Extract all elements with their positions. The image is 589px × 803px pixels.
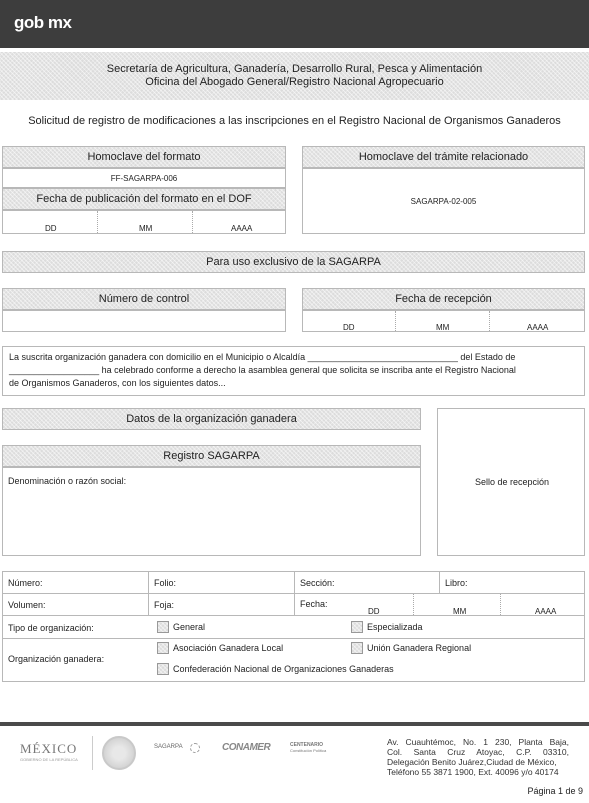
fecha-recepcion-header: Fecha de recepción [302, 288, 585, 310]
sagarpa-logo: SAGARPA [154, 744, 183, 750]
homoclave-formato-value: FF-SAGARPA-006 [2, 168, 286, 188]
intro-paragraph [2, 346, 585, 396]
aaaa-label: AAAA [231, 224, 253, 233]
dd-label: DD [343, 323, 355, 332]
address-line-1: Av. Cuauhtémoc, No. 1 230, Planta Baja, [387, 737, 569, 747]
top-bar [0, 0, 589, 48]
regional-checkbox[interactable] [351, 642, 363, 654]
numero-control-header: Número de control [2, 288, 286, 310]
aaaa-label: AAAA [535, 607, 557, 616]
conamer-logo: CONAMER [222, 742, 271, 753]
mexico-seal-icon [102, 736, 136, 770]
homoclave-formato-header: Homoclave del formato [2, 146, 286, 168]
registro-sagarpa-header: Registro SAGARPA [2, 445, 421, 467]
agency-line-2: Oficina del Abogado General/Registro Nacional Agropecuario [145, 76, 444, 88]
especializada-checkbox[interactable] [351, 621, 363, 633]
fecha-label: Fecha: [300, 599, 328, 609]
denominacion-field[interactable] [2, 467, 421, 556]
form-title: Solicitud de registro de modificaciones a las inscripciones en el Registro Nacional de Organismos Ganaderos [28, 115, 561, 127]
especializada-label: Especializada [367, 622, 423, 632]
confederacion-label: Confederación Nacional de Organizaciones Ganaderas [173, 664, 394, 674]
mm-label: MM [453, 607, 467, 616]
intro-line-2: __________________ ha celebrado conforme a derecho la asamblea general que solicita se inscriba ante el Registro Nacional [9, 365, 516, 375]
folio-label: Folio: [154, 578, 177, 588]
sello-label: Sello de recepción [474, 477, 550, 487]
agency-header [0, 52, 589, 100]
fecha-publicacion-header: Fecha de publicación del formato en el DOF [2, 188, 286, 210]
homoclave-tramite-value: SAGARPA-02-005 [302, 168, 585, 234]
local-checkbox[interactable] [157, 642, 169, 654]
dd-label: DD [368, 607, 380, 616]
footer [0, 726, 589, 783]
foja-label: Foja: [154, 600, 175, 610]
homoclave-tramite-header: Homoclave del trámite relacionado [302, 146, 585, 168]
registry-table [2, 571, 585, 682]
dd-label: DD [45, 224, 57, 233]
gobmx-logo: gob mx [14, 13, 72, 32]
regional-label: Unión Ganadera Regional [367, 643, 472, 653]
numero-label: Número: [8, 578, 43, 588]
numero-control-input[interactable] [2, 310, 286, 332]
org-ganadera-label: Organización ganadera: [8, 654, 105, 664]
address-line-3: Delegación Benito Juárez,Ciudad de México, [387, 757, 557, 767]
datos-org-header: Datos de la organización ganadera [2, 408, 421, 430]
sello-recepcion-box [437, 408, 585, 556]
aaaa-label: AAAA [527, 323, 549, 332]
agency-line-1: Secretaría de Agricultura, Ganadería, Desarrollo Rural, Pesca y Alimentación [106, 63, 483, 75]
fecha-recepcion-field[interactable] [302, 310, 585, 332]
footer-vertical-divider [92, 736, 93, 770]
centenario-logo: CENTENARIO Constitución Política [290, 742, 327, 753]
mm-label: MM [139, 224, 153, 233]
mexico-logo: MÉXICO GOBIERNO DE LA REPÚBLICA [20, 741, 78, 762]
seccion-label: Sección: [300, 578, 335, 588]
volumen-label: Volumen: [8, 600, 46, 610]
denominacion-label: Denominación o razón social: [8, 476, 127, 486]
sagarpa-emblem-icon [190, 743, 200, 753]
address-line-2: Col. Santa Cruz Atoyac, C.P. 03310, [387, 747, 569, 757]
mm-label: MM [436, 323, 450, 332]
intro-line-1: La suscrita organización ganadera con domicilio en el Municipio o Alcaldía ______________________________ del Estado de [9, 352, 516, 362]
local-label: Asociación Ganadera Local [173, 643, 284, 653]
page-number: Página 1 de 9 [527, 786, 583, 796]
confederacion-checkbox[interactable] [157, 663, 169, 675]
fecha-publicacion-field [2, 210, 286, 234]
tipo-org-label: Tipo de organización: [8, 623, 94, 633]
uso-exclusivo-header: Para uso exclusivo de la SAGARPA [2, 251, 585, 273]
general-checkbox[interactable] [157, 621, 169, 633]
intro-line-3: de Organismos Ganaderos, con los siguientes datos... [9, 378, 226, 388]
general-label: General [173, 622, 206, 632]
address-block [387, 737, 569, 777]
address-line-4: Teléfono 55 3871 1900, Ext. 40096 y/o 40174 [387, 767, 559, 777]
libro-label: Libro: [445, 578, 468, 588]
